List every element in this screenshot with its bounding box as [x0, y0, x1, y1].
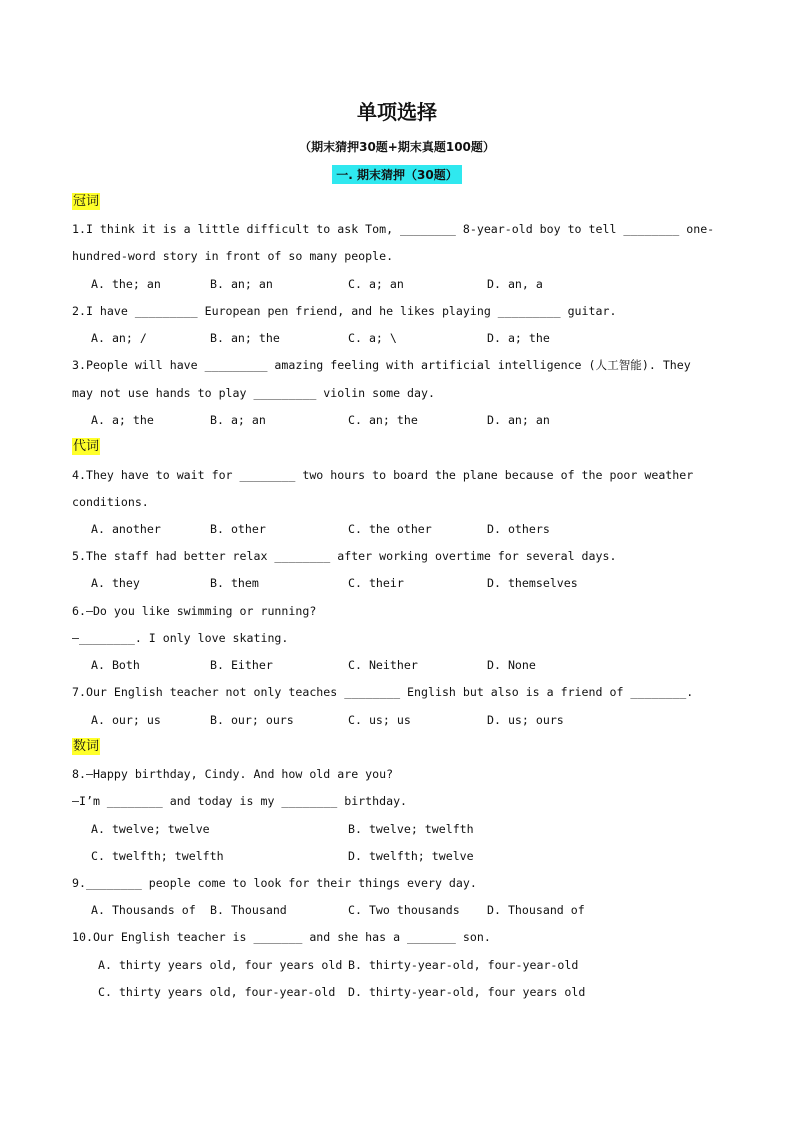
- question-2-line-1: 2.I have _________ European pen friend, and he likes playing _________ guitar.: [72, 304, 617, 318]
- question-7-option-d[interactable]: D. us; ours: [487, 713, 564, 727]
- question-6-option-a[interactable]: A. Both: [91, 658, 140, 672]
- section-heading: 一. 期末猜押（30题）: [332, 165, 461, 184]
- question-5-option-a[interactable]: A. they: [91, 576, 140, 590]
- question-2-option-a[interactable]: A. an; /: [91, 331, 147, 345]
- question-9-option-d[interactable]: D. Thousand of: [487, 903, 585, 917]
- question-6-option-b[interactable]: B. Either: [210, 658, 273, 672]
- question-4-option-b[interactable]: B. other: [210, 522, 266, 536]
- question-3-line-1: 3.People will have _________ amazing feeling with artificial intelligence (人工智能). They: [72, 358, 691, 372]
- question-5-option-c[interactable]: C. their: [348, 576, 404, 590]
- question-10-option-b[interactable]: B. thirty-year-old, four-year-old: [348, 958, 579, 972]
- question-2-option-d[interactable]: D. a; the: [487, 331, 550, 345]
- question-5-option-b[interactable]: B. them: [210, 576, 259, 590]
- question-4-option-d[interactable]: D. others: [487, 522, 550, 536]
- question-8-option-a[interactable]: A. twelve; twelve: [91, 822, 210, 836]
- question-10-option-d[interactable]: D. thirty-year-old, four years old: [348, 985, 586, 999]
- page-title: 单项选择: [357, 100, 437, 124]
- question-8-option-c[interactable]: C. twelfth; twelfth: [91, 849, 224, 863]
- question-10-option-c[interactable]: C. thirty years old, four-year-old: [98, 985, 336, 999]
- question-1-option-d[interactable]: D. an, a: [487, 277, 543, 291]
- category-pronouns: 代词: [73, 439, 100, 454]
- question-3-option-c[interactable]: C. an; the: [348, 413, 418, 427]
- question-5-option-d[interactable]: D. themselves: [487, 576, 578, 590]
- question-6-line-2: —________. I only love skating.: [72, 631, 289, 645]
- question-9-option-c[interactable]: C. Two thousands: [348, 903, 460, 917]
- question-2-option-b[interactable]: B. an; the: [210, 331, 280, 345]
- question-7-option-b[interactable]: B. our; ours: [210, 713, 294, 727]
- question-10-line-1: 10.Our English teacher is _______ and she has a _______ son.: [72, 930, 491, 944]
- question-9-option-a[interactable]: A. Thousands of: [91, 903, 196, 917]
- question-1-option-b[interactable]: B. an; an: [210, 277, 273, 291]
- question-3-line-2: may not use hands to play _________ violin some day.: [72, 386, 435, 400]
- question-8-line-2: —I’m ________ and today is my ________ birthday.: [72, 794, 408, 808]
- question-3-option-b[interactable]: B. a; an: [210, 413, 266, 427]
- question-3-option-a[interactable]: A. a; the: [91, 413, 154, 427]
- question-9-option-b[interactable]: B. Thousand: [210, 903, 287, 917]
- question-4-line-1: 4.They have to wait for ________ two hours to board the plane because of the poor weather: [72, 468, 694, 482]
- category-numerals: 数词: [73, 739, 100, 754]
- question-4-line-2: conditions.: [72, 495, 149, 509]
- section-heading-wrap: [0, 164, 794, 184]
- question-1-option-c[interactable]: C. a; an: [348, 277, 404, 291]
- question-9-line-1: 9.________ people come to look for their things every day.: [72, 876, 477, 890]
- question-4-option-a[interactable]: A. another: [91, 522, 161, 536]
- question-7-line-1: 7.Our English teacher not only teaches ________ English but also is a friend of ________.: [72, 685, 694, 699]
- question-2-option-c[interactable]: C. a; \: [348, 331, 397, 345]
- question-7-option-c[interactable]: C. us; us: [348, 713, 411, 727]
- question-6-option-c[interactable]: C. Neither: [348, 658, 418, 672]
- question-5-line-1: 5.The staff had better relax ________ after working overtime for several days.: [72, 549, 617, 563]
- question-7-option-a[interactable]: A. our; us: [91, 713, 161, 727]
- page-subtitle: （期末猜押30题+期末真题100题）: [299, 140, 495, 154]
- question-8-line-1: 8.—Happy birthday, Cindy. And how old are you?: [72, 767, 394, 781]
- question-3-option-d[interactable]: D. an; an: [487, 413, 550, 427]
- question-1-option-a[interactable]: A. the; an: [91, 277, 161, 291]
- question-6-option-d[interactable]: D. None: [487, 658, 536, 672]
- question-6-line-1: 6.—Do you like swimming or running?: [72, 604, 317, 618]
- question-8-option-d[interactable]: D. twelfth; twelve: [348, 849, 474, 863]
- question-1-line-1: 1.I think it is a little difficult to ask Tom, ________ 8-year-old boy to tell ________ one-: [72, 222, 715, 236]
- question-1-line-2: hundred-word story in front of so many people.: [72, 249, 394, 263]
- question-10-option-a[interactable]: A. thirty years old, four years old: [98, 958, 343, 972]
- question-4-option-c[interactable]: C. the other: [348, 522, 432, 536]
- category-articles: 冠词: [73, 194, 100, 209]
- question-8-option-b[interactable]: B. twelve; twelfth: [348, 822, 474, 836]
